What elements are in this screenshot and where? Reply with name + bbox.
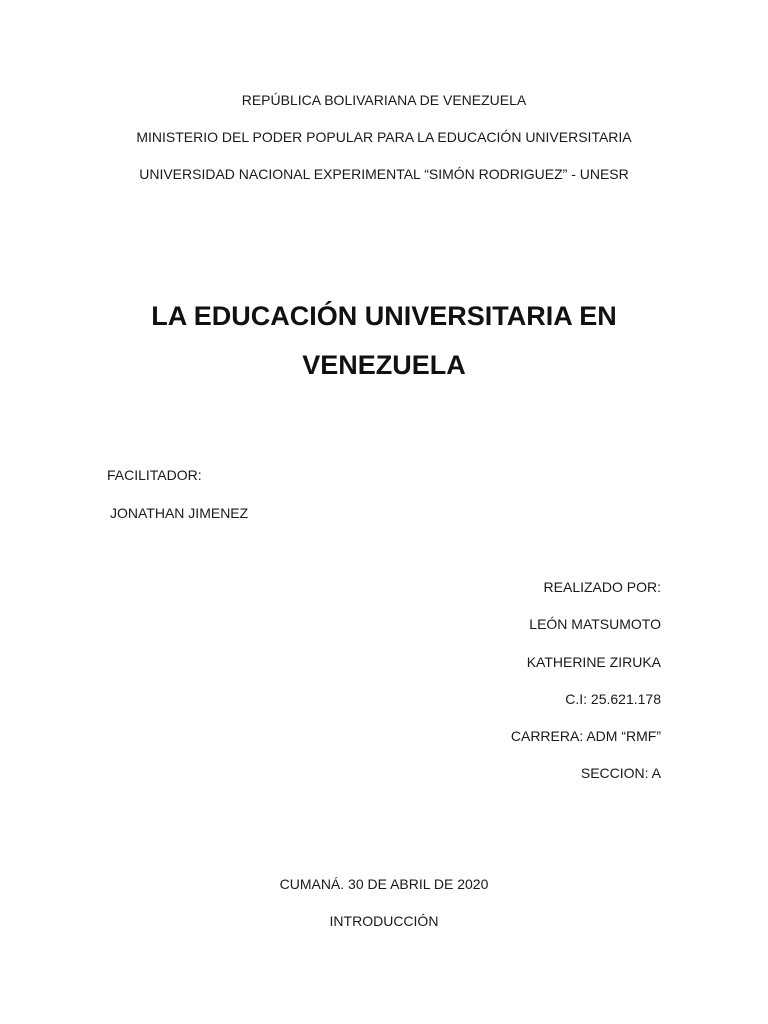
- header-ministry: MINISTERIO DEL PODER POPULAR PARA LA EDUCACIÓN UNIVERSITARIA: [136, 129, 632, 145]
- author-id: C.I: 25.621.178: [565, 691, 661, 707]
- facilitator-label: FACILITADOR:: [107, 467, 202, 483]
- header-republic: REPÚBLICA BOLIVARIANA DE VENEZUELA: [241, 92, 527, 108]
- document-title-line-2: VENEZUELA: [302, 350, 466, 380]
- author-label: REALIZADO POR:: [543, 579, 661, 595]
- header-university: UNIVERSIDAD NACIONAL EXPERIMENTAL “SIMÓN RODRIGUEZ” - UNESR: [139, 166, 629, 182]
- author-name-1: LEÓN MATSUMOTO: [529, 616, 661, 632]
- facilitator-name: JONATHAN JIMENEZ: [110, 505, 249, 521]
- author-section: SECCION: A: [580, 765, 661, 781]
- author-career: CARRERA: ADM “RMF”: [510, 728, 661, 744]
- author-name-2: KATHERINE ZIRUKA: [526, 654, 661, 670]
- place-date: CUMANÁ. 30 DE ABRIL DE 2020: [279, 876, 489, 892]
- introduction-heading: INTRODUCCIÓN: [329, 913, 439, 929]
- document-title-line-1: LA EDUCACIÓN UNIVERSITARIA EN: [151, 301, 617, 331]
